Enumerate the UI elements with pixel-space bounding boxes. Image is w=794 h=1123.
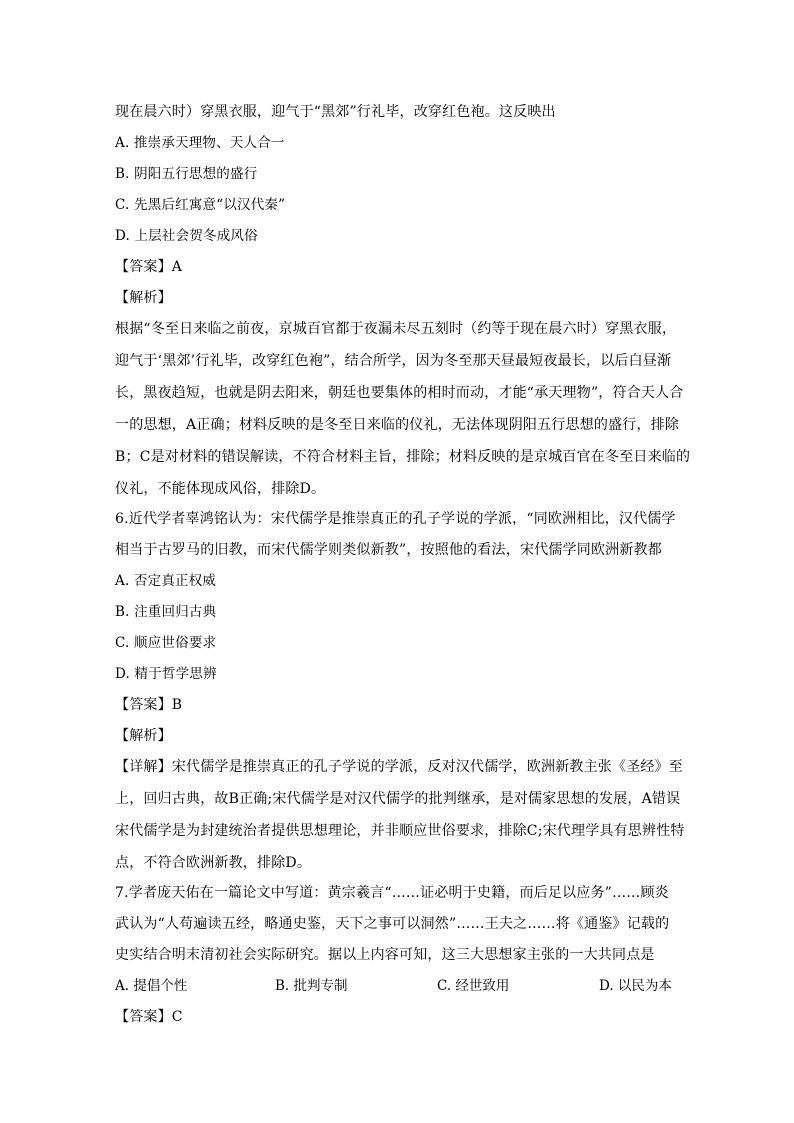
q7-option-b: B. 批判专制 [275, 978, 348, 994]
q6-analysis-label: 【解析】 [115, 728, 172, 744]
q5-analysis-line: 一的思想，A正确；材料反映的是冬至日来临的仪礼，无法体现阴阳五行思想的盛行，排除 [115, 417, 680, 433]
q5-analysis-line: B；C是对材料的错误解读，不符合材料主旨，排除；材料反映的是京城百官在冬至日来临的 [115, 449, 691, 465]
q6-detail-line: 【详解】宋代儒学是推崇真正的孔子学说的学派，反对汉代儒学，欧洲新教主张《圣经》至 [115, 759, 683, 775]
q7-answer: 【答案】C [115, 1009, 183, 1025]
q7-option-d: D. 以民为本 [599, 978, 672, 994]
q5-option-b: B. 阴阳五行思想的盛行 [115, 166, 258, 182]
q6-answer: 【答案】B [115, 697, 183, 713]
q7-stem-line: 史实结合明末清初社会实际研究。据以上内容可知，这三大思想家主张的一大共同点是 [115, 947, 655, 963]
q5-analysis-line: 迎气于‘黑郊’行礼毕，改穿红色袍”，结合所学，因为冬至那天昼最短夜最长，以后白昼渐 [115, 353, 672, 369]
q6-detail-line: 宋代儒学是为封建统治者提供思想理论，并非顺应世俗要求，排除C;宋代理学具有思辨性特 [115, 823, 685, 839]
q6-detail-line: 点，不符合欧洲新教，排除D。 [115, 855, 312, 871]
q7-option-a: A. 提倡个性 [115, 978, 188, 994]
q5-analysis-label: 【解析】 [115, 290, 172, 306]
q5-option-c: C. 先黑后红寓意“以汉代秦” [115, 197, 286, 213]
q5-analysis-line: 长，黑夜趋短，也就是阴去阳来，朝廷也要集体的相时而动，才能“承天理物”，符合天人合 [115, 385, 684, 401]
q5-analysis-line: 根据“冬至日来临之前夜，京城百官都于夜漏未尽五刻时（约等于现在晨六时）穿黑衣服， [115, 321, 677, 337]
q7-stem-line: 7.学者庞天佑在一篇论文中写道：黄宗羲言“……证必明于史籍，而后足以应务”……顾炎 [115, 885, 669, 901]
q6-stem-line: 6.近代学者辜鸿铭认为：宋代儒学是推崇真正的孔子学说的学派，“同欧洲相比，汉代儒学 [115, 511, 676, 527]
q7-option-c: C. 经世致用 [437, 978, 510, 994]
q6-option-c: C. 顺应世俗要求 [115, 635, 217, 651]
q6-option-d: D. 精于哲学思辨 [115, 666, 217, 682]
q6-option-a: A. 否定真正权威 [115, 573, 217, 589]
q5-analysis-line: 仪礼，不能体现成风俗，排除D。 [115, 481, 326, 497]
q5-option-d: D. 上层社会贺冬成风俗 [115, 228, 258, 244]
q6-option-b: B. 注重回归古典 [115, 604, 217, 620]
q5-answer: 【答案】A [115, 259, 183, 275]
q5-option-a: A. 推崇承天理物、天人合一 [115, 135, 285, 151]
q6-detail-line: 上，回归古典，故B正确;宋代儒学是对汉代儒学的批判继承，是对儒家思想的发展，A错误 [115, 791, 681, 807]
q6-stem-line: 相当于古罗马的旧教，而宋代儒学则类似新教”，按照他的看法，宋代儒学同欧洲新教都 [115, 542, 662, 558]
q5-stem-tail: 现在晨六时）穿黑衣服，迎气于“黑郊”行礼毕，改穿红色袍。这反映出 [115, 104, 556, 120]
q7-stem-line: 武认为“人苟遍读五经，略通史鉴，天下之事可以洞然”……王夫之……将《通鉴》记载的 [115, 916, 670, 932]
